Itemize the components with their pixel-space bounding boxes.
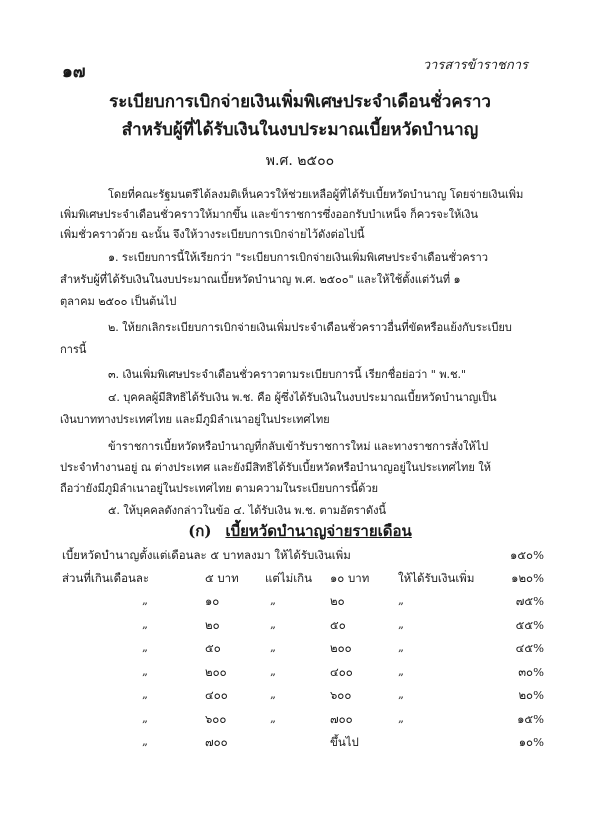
- ditto-mark: „: [398, 663, 404, 678]
- rate-row-from: ๖๐๐: [205, 711, 227, 726]
- title-line-1: ระเบียบการเบิกจ่ายเงินเพิ่มพิเศษประจำเดือนชั่วคราว: [109, 92, 491, 112]
- ditto-mark: „: [398, 640, 404, 654]
- rate-row-to: ๕๐: [330, 617, 346, 632]
- ditto-mark: „: [398, 616, 404, 631]
- rate-row-conj: แต่ไม่เกิน: [265, 571, 312, 585]
- body-line: ถือว่ายังมีภูมิลำเนาอยู่ในประเทศไทย ตามความในระเบียบการนี้ด้วย: [60, 482, 378, 495]
- rate-row-pct: ๕๕%: [515, 617, 544, 632]
- rate-row-pct: ๗๕%: [515, 594, 544, 608]
- ditto-mark: „: [270, 663, 276, 678]
- rate-row-tail: ให้ได้รับเงินเพิ่ม: [398, 571, 475, 585]
- rate-row-to: ๒๐: [330, 594, 345, 608]
- rate-row-label: ส่วนที่เกินเดือนละ: [62, 571, 150, 585]
- body-line: ๓. เงินเพิ่มพิเศษประจำเดือนชั่วคราวตามระเบียบการนี้ เรียกชื่อย่อว่า " พ.ช.": [108, 368, 466, 381]
- rate-row-from: ๗๐๐: [205, 735, 228, 749]
- table-marker: (ก): [188, 522, 212, 540]
- ditto-mark: „: [142, 734, 148, 748]
- ditto-mark: „: [398, 710, 404, 725]
- table-heading-text: เบี้ยหวัดบำนาญจ่ายรายเดือน: [225, 522, 412, 540]
- ditto-mark: „: [142, 710, 148, 725]
- body-line: เพิ่มชั่วคราวด้วย ฉะนั้น จึงให้วางระเบียบการเบิกจ่ายไว้ดังต่อไปนี้: [60, 228, 365, 241]
- body-line: ประจำทำงานอยู่ ณ ต่างประเทศ และยังมีสิทธิได้รับเบี้ยหวัดหรือบำนาญอยู่ในประเทศไทย ให้: [60, 461, 491, 474]
- body-line: ข้าราชการเบี้ยหวัดหรือบำนาญที่กลับเข้ารับราชการใหม่ และทางราชการสั่งให้ไป: [108, 440, 489, 453]
- title-year: พ.ศ. ๒๕๐๐: [265, 153, 335, 169]
- rate-row-from: ๕ บาท: [205, 571, 239, 585]
- table-heading: [0, 519, 600, 543]
- body-line: โดยที่คณะรัฐมนตรีได้ลงมติเห็นควรให้ช่วยเหลือผู้ที่ได้รับเบี้ยหวัดบำนาญ โดยจ่ายเงินเพิ่ม: [108, 188, 524, 201]
- rate-row-from: ๒๐: [205, 617, 220, 632]
- rate-row-to: ๖๐๐: [330, 688, 352, 702]
- ditto-mark: „: [398, 593, 404, 607]
- rate-row-first-pct: ๑๕๐%: [510, 548, 544, 562]
- rate-row-pct: ๔๕%: [515, 641, 544, 655]
- rate-row-pct: ๓๐%: [518, 664, 544, 679]
- rate-row-tail: ขึ้นไป: [330, 735, 359, 749]
- ditto-mark: „: [142, 593, 148, 607]
- body-line: สำหรับผู้ที่ได้รับเงินในงบประมาณเบี้ยหวัดบำนาญ พ.ศ. ๒๕๐๐" และให้ใช้ตั้งแต่วันที่ ๑: [60, 273, 461, 286]
- body-line: ตุลาคม ๒๕๐๐ เป็นต้นไป: [60, 295, 177, 308]
- rate-row-first-text: เบี้ยหวัดบำนาญตั้งแต่เดือนละ ๕ บาทลงมา ให้ได้รับเงินเพิ่ม: [62, 548, 351, 562]
- rate-row-pct: ๒๐%: [518, 688, 544, 702]
- rate-row-to: ๑๐ บาท: [330, 571, 370, 585]
- ditto-mark: „: [142, 616, 148, 631]
- ditto-mark: „: [142, 663, 148, 678]
- body-line: การนี้: [60, 343, 87, 356]
- body-line: เงินบาททางประเทศไทย และมีภูมิลำเนาอยู่ในประเทศไทย: [60, 413, 330, 426]
- ditto-mark: „: [270, 710, 276, 725]
- ditto-mark: „: [270, 687, 276, 701]
- body-line: เพิ่มพิเศษประจำเดือนชั่วคราวให้มากขึ้น และข้าราชการซึ่งออกรับบำเหน็จ ก็ควรจะให้เงิน: [60, 208, 478, 221]
- rate-row-pct: ๑๐%: [518, 735, 544, 749]
- rate-row-to: ๒๐๐: [330, 641, 352, 655]
- ditto-mark: „: [142, 687, 148, 701]
- body-line: ๒. ให้ยกเลิกระเบียบการเบิกจ่ายเงินเพิ่มประจำเดือนชั่วคราวอื่นที่ขัดหรือแย้งกับระเบียบ: [108, 321, 512, 334]
- ditto-mark: „: [398, 687, 404, 701]
- body-line: ๕. ให้บุคคลดังกล่าวในข้อ ๔. ได้รับเงิน พ.ช. ตามอัตราดังนี้: [108, 504, 386, 517]
- body-line: ๔. บุคคลผู้มีสิทธิได้รับเงิน พ.ช. คือ ผู้ซึ่งได้รับเงินในงบประมาณเบี้ยหวัดบำนาญเป็น: [108, 391, 497, 404]
- rate-row-from: ๒๐๐: [205, 664, 227, 679]
- rate-row-from: ๕๐: [205, 641, 221, 655]
- rate-row-pct: ๑๕%: [517, 711, 544, 726]
- title-line-2: สำหรับผู้ที่ได้รับเงินในงบประมาณเบี้ยหวัดบำนาญ: [121, 120, 479, 140]
- rate-row-pct: ๑๒๐%: [511, 571, 544, 585]
- rate-row-from: ๔๐๐: [205, 688, 228, 702]
- ditto-mark: „: [270, 616, 276, 631]
- journal-name: วารสารข้าราชการ: [422, 58, 528, 73]
- ditto-mark: „: [270, 640, 276, 654]
- ditto-mark: „: [142, 640, 148, 654]
- rate-row-to: ๗๐๐: [330, 711, 353, 726]
- rate-row-from: ๑๐: [205, 594, 220, 608]
- rate-row-to: ๔๐๐: [330, 664, 353, 679]
- page-number: ๑๗: [62, 62, 86, 82]
- ditto-mark: „: [270, 593, 276, 607]
- body-line: ๑. ระเบียบการนี้ให้เรียกว่า "ระเบียบการเบิกจ่ายเงินเพิ่มพิเศษประจำเดือนชั่วคราว: [108, 251, 488, 264]
